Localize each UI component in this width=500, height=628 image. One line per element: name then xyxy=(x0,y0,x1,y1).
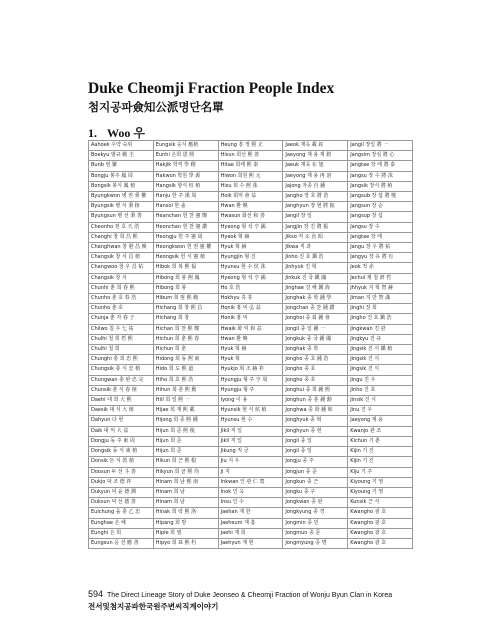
name-entry-cell: Jikwa 직 과 xyxy=(283,243,348,253)
name-entry-cell: Jangil 장일 將 一 xyxy=(348,141,413,151)
name-entry-cell: Honik 홍 익 xyxy=(218,314,283,324)
table-row xyxy=(89,365,413,375)
name-entry-cell: Jangtae 장 태 將 泰 xyxy=(348,161,413,171)
name-entry-cell: Hwaik 화 익 和 益 xyxy=(218,324,283,334)
name-entry-cell: Hoik 회익 會 益 xyxy=(218,192,283,202)
table-row xyxy=(89,508,413,518)
table-row xyxy=(89,538,413,548)
name-entry-cell: Heongsik 헌 식 憲 植 xyxy=(153,253,218,263)
footer-title-korean: 전서및첨지공파한국원주변씨직계이야기 xyxy=(88,602,219,611)
table-row xyxy=(89,406,413,416)
name-entry-cell: Bongju 봉주 鳳 周 xyxy=(89,171,154,181)
name-entry-cell: Jinhyuk 진 혁 xyxy=(283,263,348,273)
name-entry-cell: Eunhi 은희 恩 熙 xyxy=(153,151,218,161)
name-entry-cell: Kunsik 근 식 xyxy=(348,498,413,508)
name-entry-cell: Chunho 춘 호 xyxy=(89,304,154,314)
name-entry-cell: Chunja 춘 자 春 子 xyxy=(89,314,154,324)
table-row xyxy=(89,518,413,528)
name-entry-cell: Heongju 헌 주 憲 周 xyxy=(153,232,218,242)
table-row xyxy=(89,324,413,334)
name-entry-cell: Jonghun 종 훈 鍾 勳 xyxy=(283,396,348,406)
name-entry-cell: Hyungju 형 주 亨 周 xyxy=(218,375,283,385)
name-entry-cell: Jongho 종 호 xyxy=(283,375,348,385)
name-entry-cell: Jingsik 진 식 xyxy=(348,355,413,365)
name-entry-cell: Hyeok 혁 赫 xyxy=(218,232,283,242)
name-entry-cell: Jonghyuk 종 혁 xyxy=(283,416,348,426)
table-row xyxy=(89,294,413,304)
table-row xyxy=(89,151,413,161)
name-entry-cell: Ho 호 浩 xyxy=(218,283,283,293)
people-index-table xyxy=(88,140,413,549)
table-row xyxy=(89,436,413,446)
name-entry-cell: Changhwan 창 환 昌 煥 xyxy=(89,243,154,253)
name-entry-cell: Jongkuk 종 국 鍾 國 xyxy=(283,334,348,344)
table-row xyxy=(89,161,413,171)
table-row xyxy=(89,487,413,497)
name-entry-cell: Kwangho 광 호 xyxy=(348,538,413,548)
name-entry-cell: Hichun 희 춘 熙 春 xyxy=(153,334,218,344)
name-entry-cell: Chungwan 충 완 忠 完 xyxy=(89,375,154,385)
name-entry-cell: Jaeyong 재 용 재 鎔 xyxy=(283,151,348,161)
name-entry-cell: Byungsik 병 식 秉 植 xyxy=(89,202,154,212)
table-row xyxy=(89,477,413,487)
name-entry-cell: Jongmin 종 민 xyxy=(283,518,348,528)
name-entry-cell: Iyong 이 용 xyxy=(218,396,283,406)
name-entry-cell: Hichang 희 창 熙 昌 xyxy=(153,304,218,314)
name-entry-cell: Jongmun 종 문 xyxy=(283,528,348,538)
footer-book-title xyxy=(88,589,392,599)
name-entry-cell: Hinam 희 남 xyxy=(153,487,218,497)
name-entry-cell: Jaehan 재 한 xyxy=(218,508,283,518)
name-entry-cell: Chungsik 충 식 忠 植 xyxy=(89,365,154,375)
name-entry-cell: Cheonho 천 호 天 浩 xyxy=(89,222,154,232)
table-row xyxy=(89,457,413,467)
table-row xyxy=(89,396,413,406)
name-entry-cell: Hichang 희 창 xyxy=(153,314,218,324)
name-entry-cell: Kwangho 광 호 xyxy=(348,508,413,518)
name-entry-cell: Jonghoi 종 회 鍾 會 xyxy=(283,314,348,324)
page-title: Duke Cheomji Fraction People Index xyxy=(88,80,335,97)
people-index-table-container xyxy=(88,140,413,582)
name-entry-cell: Jangil 장 일 xyxy=(283,212,348,222)
name-entry-cell: Jangyu 장 유 將 有 xyxy=(348,253,413,263)
name-entry-cell: Eungsun 응 선 應 善 xyxy=(89,538,154,548)
name-entry-cell: Jangsim 장심 將 心 xyxy=(348,151,413,161)
name-entry-cell: Jinsik 진 식 xyxy=(348,396,413,406)
name-entry-cell: Aahoek 우약 숙위 xyxy=(89,141,154,151)
name-entry-cell: Jangsu 장 수 xyxy=(348,222,413,232)
name-entry-cell: Jongju 종 주 xyxy=(283,457,348,467)
name-entry-cell: Jinkuk 진 국 鎭 國 xyxy=(283,273,348,283)
name-entry-cell: Hido 희 도 熙 道 xyxy=(153,365,218,375)
name-entry-cell: Chunghi 충 희 忠 熙 xyxy=(89,355,154,365)
name-entry-cell: Chulhi 철 희 哲 熙 xyxy=(89,334,154,344)
name-entry-cell: Inok 인 옥 xyxy=(218,487,283,497)
name-entry-cell: Jongil 종 일 鍾 一 xyxy=(283,324,348,334)
name-entry-cell: Jangu 장 우 將 祐 xyxy=(348,243,413,253)
table-row xyxy=(89,447,413,457)
table-row xyxy=(89,355,413,365)
name-entry-cell: Kichun 기 춘 xyxy=(348,436,413,446)
name-entry-cell: Chunsik 춘 식 春 植 xyxy=(89,385,154,395)
name-entry-cell: Changsik 창 식 昌 植 xyxy=(89,253,154,263)
name-entry-cell: Ji 지 xyxy=(218,467,283,477)
table-row xyxy=(89,212,413,222)
name-entry-cell: Jingsik 진 식 鎭 植 xyxy=(348,345,413,355)
table-row xyxy=(89,243,413,253)
name-entry-cell: Hikyun 희 균 熙 均 xyxy=(153,467,218,477)
name-entry-cell: Jechul 제 철 濟 哲 xyxy=(348,273,413,283)
name-entry-cell: Jongil 종 일 xyxy=(283,436,348,446)
name-entry-cell: Hwasun 화선 和 善 xyxy=(218,212,283,222)
table-row xyxy=(89,334,413,344)
name-entry-cell: Kwangho 광 호 xyxy=(348,518,413,528)
name-entry-cell: Jonghwa 종 화 鍾 和 xyxy=(283,406,348,416)
name-entry-cell: Hyungju 형 주 xyxy=(218,385,283,395)
name-entry-cell: Daik 대 익 大 益 xyxy=(89,426,154,436)
table-row xyxy=(89,314,413,324)
footer-title-english: The Direct Lineage Story of Duke Jeonseo & Cheomji Fraction of Wonju Byun Clan in Korea xyxy=(107,592,393,599)
name-entry-cell: Eunghi 은 희 xyxy=(89,528,154,538)
table-row xyxy=(89,273,413,283)
name-entry-cell: Hipang 희 방 xyxy=(153,518,218,528)
table-row xyxy=(89,253,413,263)
name-entry-cell: Jongho 종 호 鍾 浩 xyxy=(283,355,348,365)
name-entry-cell: Hyunsu 현 수 炫 洙 xyxy=(218,263,283,273)
page-subtitle: 첨지공파僉知公派명단名單 xyxy=(88,100,224,114)
name-entry-cell: Kwanjo 관 조 xyxy=(348,426,413,436)
name-entry-cell: Eulchung 을 충 乙 忠 xyxy=(89,508,154,518)
table-row xyxy=(89,181,413,191)
name-entry-cell: Jiman 지 만 智 滿 xyxy=(348,294,413,304)
name-entry-cell: Honik 홍 익 弘 益 xyxy=(218,304,283,314)
name-entry-cell: Chunho 춘 호 春 浩 xyxy=(89,294,154,304)
name-entry-cell: Jonghyun 종 현 xyxy=(283,426,348,436)
name-entry-cell: Hanju 한 주 漢 周 xyxy=(153,192,218,202)
name-entry-cell: Hinak 희 락 熙 洛 xyxy=(153,508,218,518)
name-entry-cell: Hakwon 학원 學 源 xyxy=(153,171,218,181)
name-entry-cell: Jangtae 장 태 xyxy=(348,232,413,242)
name-entry-cell: Jingho 진 호 鎭 浩 xyxy=(348,314,413,324)
name-entry-cell: Hiple 희 필 xyxy=(153,528,218,538)
name-entry-cell: Jonghui 종 희 鍾 熙 xyxy=(283,385,348,395)
name-entry-cell: Chulhi 철 희 xyxy=(89,345,154,355)
name-entry-cell: Dukjo 덕 조 德 祚 xyxy=(89,477,154,487)
name-entry-cell: Hibum 희 범 熙 範 xyxy=(153,294,218,304)
name-entry-cell: Heongkwon 헌 권 憲 權 xyxy=(153,243,218,253)
name-entry-cell: Kiyoung 기 영 xyxy=(348,477,413,487)
name-entry-cell: Hijun 희 준 xyxy=(153,447,218,457)
section-heading xyxy=(88,124,145,141)
name-entry-cell: Hansol 한 솔 xyxy=(153,202,218,212)
table-row xyxy=(89,345,413,355)
name-entry-cell: Jaehi 재 희 xyxy=(218,528,283,538)
name-entry-cell: Jinho 진 호 xyxy=(348,385,413,395)
section-title: Woo 우 xyxy=(107,126,145,140)
table-row xyxy=(89,498,413,508)
name-entry-cell: Eungsik 응식 應植 xyxy=(153,141,218,151)
table-row xyxy=(89,232,413,242)
name-entry-cell: Dukyun 덕 윤 德 潤 xyxy=(89,487,154,497)
name-entry-cell: Jangsup 장 섭 xyxy=(348,212,413,222)
name-entry-cell: Hyeong 형 석 亨 錫 xyxy=(218,222,283,232)
name-entry-cell: Jongkyung 종 경 xyxy=(283,508,348,518)
name-entry-cell: Jingsik 진 식 xyxy=(348,365,413,375)
name-entry-cell: Boekyu 범규 範 圭 xyxy=(89,151,154,161)
name-entry-cell: Heanchan 헌 찬 憲 燦 xyxy=(153,212,218,222)
name-entry-cell: Hyuk 혁 赫 xyxy=(218,345,283,355)
name-entry-cell: Jangho 장 호 將 浩 xyxy=(283,192,348,202)
name-entry-cell: Dahyun 다 현 xyxy=(89,416,154,426)
table-row xyxy=(89,202,413,212)
name-entry-cell: Hipyo 희 표 熙 杓 xyxy=(153,538,218,548)
table-row xyxy=(89,283,413,293)
name-entry-cell: Hijong 희 종 熙 鍾 xyxy=(153,416,218,426)
name-entry-cell: Hiho 희 호 熙 浩 xyxy=(153,375,218,385)
name-entry-cell: Inkwan 인 관 仁 寬 xyxy=(218,477,283,487)
name-entry-cell: Kiyoung 기 영 xyxy=(348,487,413,497)
table-row xyxy=(89,222,413,232)
name-entry-cell: Changhi 창 희 昌 熙 xyxy=(89,232,154,242)
name-entry-cell: Jongil 종 일 xyxy=(283,447,348,457)
name-entry-cell: Hibong 희 봉 熙 鳳 xyxy=(153,273,218,283)
people-index-body xyxy=(89,141,413,549)
name-entry-cell: Eunghae 은 해 xyxy=(89,518,154,528)
name-entry-cell: Chilwo 칠 우 七 祐 xyxy=(89,324,154,334)
name-entry-cell: Hijun 희 준 熙 俊 xyxy=(153,426,218,436)
table-row xyxy=(89,426,413,436)
name-entry-cell: Jangsik 장식 將 植 xyxy=(348,181,413,191)
name-entry-cell: Bongsik 봉식 鳳 植 xyxy=(89,181,154,191)
name-entry-cell: Insu 인 수 xyxy=(218,498,283,508)
name-entry-cell: Jingkwan 진 관 xyxy=(348,324,413,334)
name-entry-cell: Kijin 기 진 xyxy=(348,457,413,467)
table-row xyxy=(89,528,413,538)
name-entry-cell: Jinghae 진 해 鎭 海 xyxy=(283,283,348,293)
name-entry-cell: Changsik 창 식 xyxy=(89,273,154,283)
name-entry-cell: Heonchan 헌 찬 憲 讚 xyxy=(153,222,218,232)
name-entry-cell: Hwan 환 煥 xyxy=(218,334,283,344)
section-number: 1. xyxy=(88,126,97,140)
name-entry-cell: Jinho 진 호 鎭 浩 xyxy=(283,253,348,263)
name-entry-cell: Hidong 희 동 熙 東 xyxy=(153,355,218,365)
name-entry-cell: Jongkwan 종 관 xyxy=(283,498,348,508)
name-entry-cell: Hisu 희 수 熙 洙 xyxy=(218,181,283,191)
table-row xyxy=(89,263,413,273)
name-entry-cell: Hijun 희 준 xyxy=(153,436,218,446)
name-entry-cell: Hyunsu 현 수 xyxy=(218,416,283,426)
name-entry-cell: Kwangho 광 호 xyxy=(348,528,413,538)
name-entry-cell: Hyunsik 현 식 炫 植 xyxy=(218,406,283,416)
name-entry-cell: Jikso 직 소 直 昭 xyxy=(283,232,348,242)
name-entry-cell: Duksun 덕 선 德 善 xyxy=(89,498,154,508)
name-entry-cell: Hiwon 희원 熙 元 xyxy=(218,171,283,181)
name-entry-cell: Jaeuk 재욱 在 旭 xyxy=(283,161,348,171)
name-entry-cell: Jajong 자종 自 鍾 xyxy=(283,181,348,191)
name-entry-cell: Donsik 돈 식 敦 植 xyxy=(89,457,154,467)
name-entry-cell: Jangsun 장 순 xyxy=(348,202,413,212)
name-entry-cell: Jiu 지 우 xyxy=(218,457,283,467)
name-entry-cell: Hijae 희 재 熙 載 xyxy=(153,406,218,416)
name-entry-cell: Janghyun 장 현 將 鉉 xyxy=(283,202,348,212)
name-entry-cell: Hakjik 학직 學 稷 xyxy=(153,161,218,171)
table-row xyxy=(89,192,413,202)
name-entry-cell: Jhhyuk 지 혁 智 赫 xyxy=(348,283,413,293)
table-row xyxy=(89,467,413,477)
name-entry-cell: Doosun 두 선 斗 善 xyxy=(89,467,154,477)
name-entry-cell: Jonghak 종 학 鍾 學 xyxy=(283,294,348,304)
name-entry-cell: Jangjin 장 진 將 振 xyxy=(283,222,348,232)
name-entry-cell: Chunhi 춘 희 春 熙 xyxy=(89,283,154,293)
name-entry-cell: Jaeheum 재 흠 xyxy=(218,518,283,528)
page-number: 594 xyxy=(88,589,104,599)
name-entry-cell: Hikun 희 근 熙 根 xyxy=(153,457,218,467)
name-entry-cell: Byungkwon 병 권 秉 權 xyxy=(89,192,154,202)
name-entry-cell: Jongku 종 구 xyxy=(283,487,348,497)
table-row xyxy=(89,416,413,426)
name-entry-cell: Jaehyun 재 현 xyxy=(218,538,283,548)
name-entry-cell: Hitae 희태 熙 泰 xyxy=(218,161,283,171)
name-entry-cell: Jaeyong 재 용 再 溶 xyxy=(283,171,348,181)
name-entry-cell: Hyuk 혁 赫 xyxy=(218,243,283,253)
name-entry-cell: Hinam 희 남 熙 南 xyxy=(153,477,218,487)
name-entry-cell: Hyungjin 형 진 xyxy=(218,253,283,263)
name-entry-cell: Jangsub 장 섭 將 燮 xyxy=(348,192,413,202)
name-entry-cell: Dongju 동 주 東 周 xyxy=(89,436,154,446)
name-entry-cell: Hihun 희 훈 熙 勳 xyxy=(153,385,218,395)
name-entry-cell: Jikung 직 궁 xyxy=(218,447,283,457)
name-entry-cell: Daehi 대 희 大 熙 xyxy=(89,396,154,406)
name-entry-cell: Hyukjo 혁 조 赫 祚 xyxy=(218,365,283,375)
name-entry-cell: Hwan 환 煥 xyxy=(218,202,283,212)
name-entry-cell: Hibong 희 봉 xyxy=(153,283,218,293)
name-entry-cell: Jikil 직 일 xyxy=(218,436,283,446)
name-entry-cell: Hinam 희 남 xyxy=(153,498,218,508)
name-entry-cell: Jeok 적 赤 xyxy=(348,263,413,273)
name-entry-cell: Hibok 희 복 熙 福 xyxy=(153,263,218,273)
name-entry-cell: Jinghi 징 희 xyxy=(348,304,413,314)
table-row xyxy=(89,141,413,151)
name-entry-cell: Kijin 기 진 xyxy=(348,447,413,457)
name-entry-cell: Jingkyu 진 규 xyxy=(348,334,413,344)
name-entry-cell: Jangsu 장 수 將 洙 xyxy=(348,171,413,181)
name-entry-cell: Bunb 번 繁 xyxy=(89,161,154,171)
name-entry-cell: Jongkun 종 근 xyxy=(283,477,348,487)
name-entry-cell: Jongho 종 호 xyxy=(283,365,348,375)
name-entry-cell: Hiil 희 일 熙 一 xyxy=(153,396,218,406)
name-entry-cell: Jinu 진 우 xyxy=(348,406,413,416)
name-entry-cell: Hangsik 항식 恒 植 xyxy=(153,181,218,191)
name-entry-cell: Hichan 희 찬 熙 燦 xyxy=(153,324,218,334)
name-entry-cell: Heung 흥 정 熙 正 xyxy=(218,141,283,151)
name-entry-cell: Dongsik 동 식 東 植 xyxy=(89,447,154,457)
name-entry-cell: Jonghak 종 학 xyxy=(283,345,348,355)
table-row xyxy=(89,171,413,181)
name-entry-cell: Jongmyung 종 명 xyxy=(283,538,348,548)
name-entry-cell: Changwoo 창 우 昌 祐 xyxy=(89,263,154,273)
table-row xyxy=(89,385,413,395)
name-entry-cell: Hyuk 혁 xyxy=(218,355,283,365)
table-row xyxy=(89,304,413,314)
name-entry-cell: Jingu 진 우 xyxy=(348,375,413,385)
name-entry-cell: Daesik 대 식 大 植 xyxy=(89,406,154,416)
name-entry-cell: Jongchan 종 찬 鍾 讚 xyxy=(283,304,348,314)
name-entry-cell: Kiju 기 주 xyxy=(348,467,413,477)
name-entry-cell: Hichun 희 춘 xyxy=(153,345,218,355)
name-entry-cell: Jikil 직 일 xyxy=(218,426,283,436)
name-entry-cell: Jongjun 종 준 xyxy=(283,467,348,477)
table-row xyxy=(89,375,413,385)
name-entry-cell: Jaeyong 재 용 xyxy=(348,416,413,426)
name-entry-cell: Jaeok 재옥 載 鈺 xyxy=(283,141,348,151)
name-entry-cell: Hokhyu 혹 휴 xyxy=(218,294,283,304)
name-entry-cell: Byungsun 병 선 秉 善 xyxy=(89,212,154,222)
name-entry-cell: Hisun 희선 熙 善 xyxy=(218,151,283,161)
name-entry-cell: Hyeong 형 석 亨 錫 xyxy=(218,273,283,283)
